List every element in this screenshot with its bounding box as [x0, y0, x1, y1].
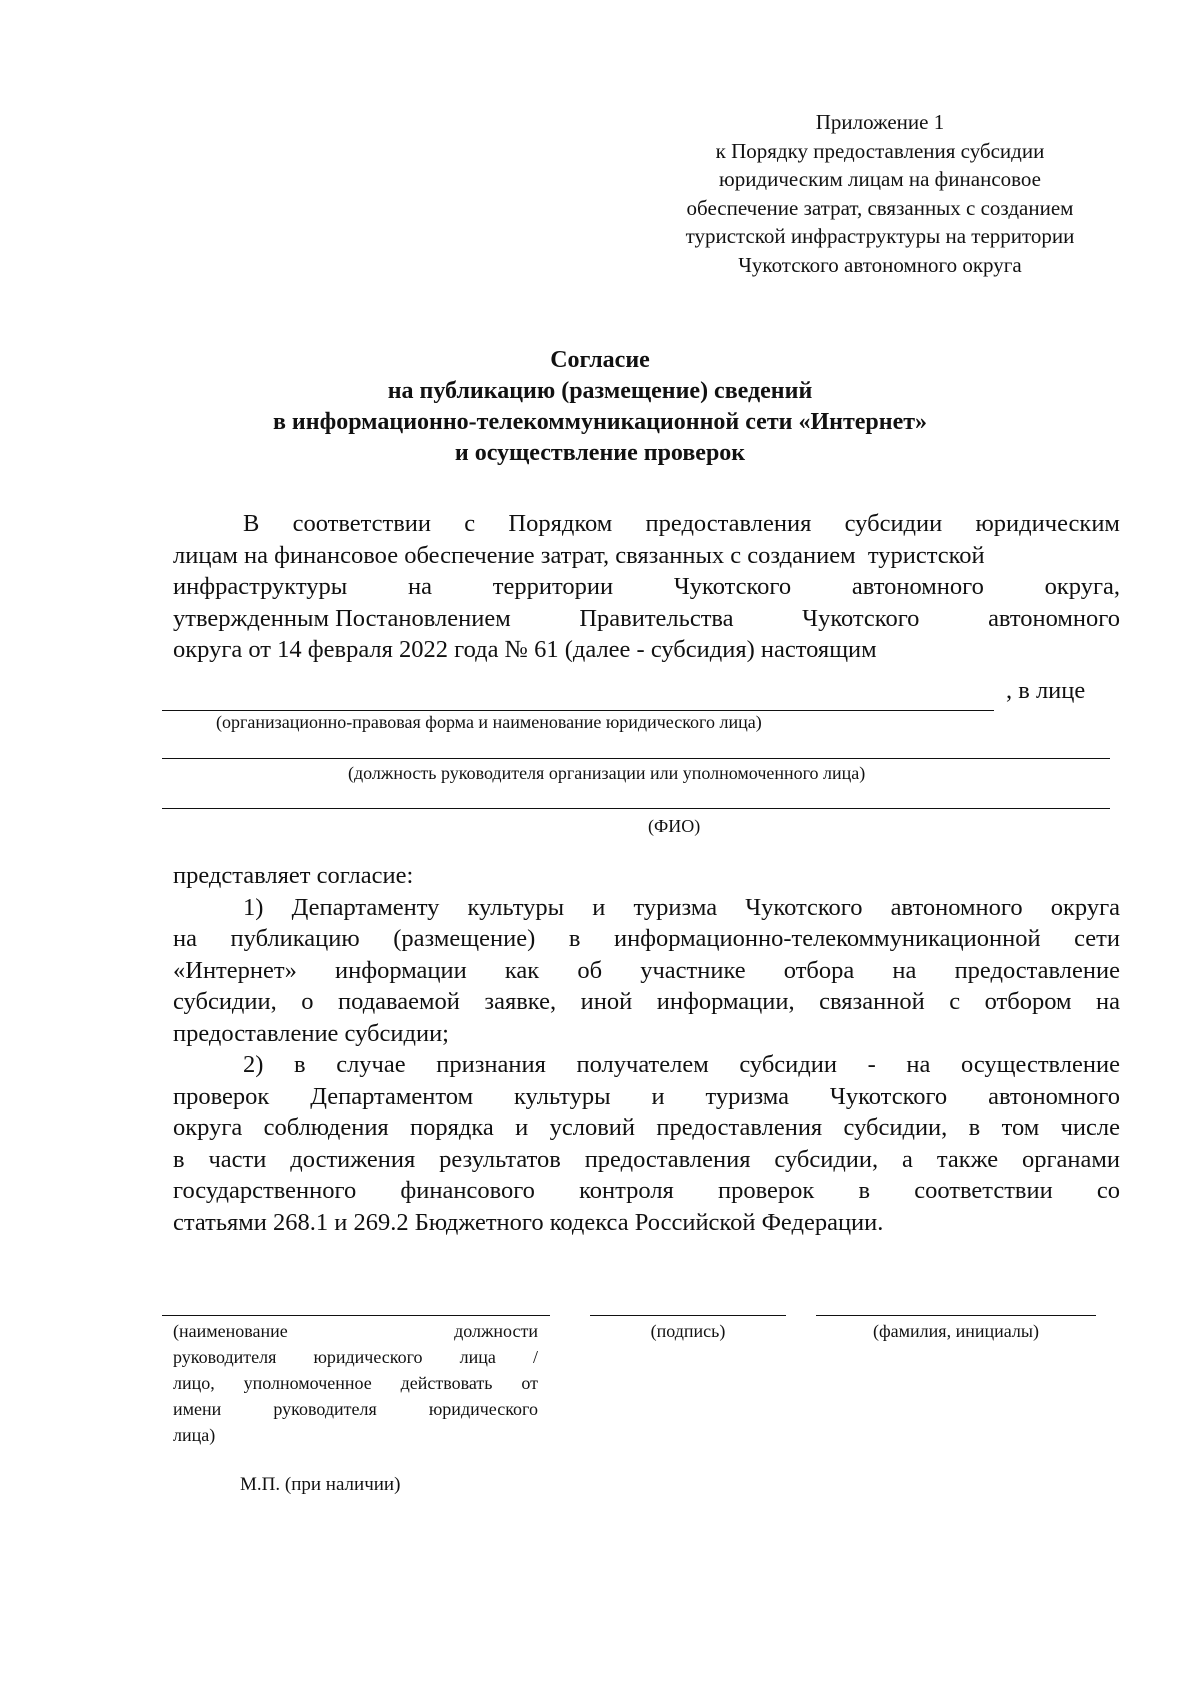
- word: лица: [459, 1347, 496, 1367]
- intro-line-4: утвержденным Постановлением Правительства Чукотского автономного: [173, 604, 1120, 632]
- signature-name-line: [816, 1315, 1096, 1316]
- fio-caption: (ФИО): [648, 816, 701, 836]
- word: имени: [173, 1399, 222, 1419]
- word: руководителя: [273, 1399, 377, 1419]
- consent-heading: представляет согласие:: [173, 862, 414, 889]
- word: лицо,: [173, 1373, 215, 1393]
- consent-item2-line: статьями 268.1 и 269.2 Бюджетного кодекса Российской Федерации.: [173, 1208, 884, 1236]
- signature-position-line: [162, 1315, 550, 1316]
- appendix-line: Приложение 1: [815, 110, 945, 134]
- consent-item2-line: округа соблюдения порядка и условий предоставления субсидии, в том числе: [173, 1114, 1120, 1141]
- consent-item1-line: «Интернет» информации как об участнике отбора на предоставление: [173, 956, 1120, 984]
- position-caption: (должность руководителя организации или уполномоченного лица): [348, 763, 866, 783]
- word: юридического: [428, 1399, 538, 1419]
- intro-paragraph: [173, 508, 1120, 666]
- word: (наименование: [173, 1321, 288, 1341]
- appendix-line: Чукотского автономного округа: [738, 252, 1022, 277]
- consent-item2-line: проверок Департаментом культуры и туризма Чукотского автономного: [173, 1082, 1120, 1110]
- position-line: [162, 758, 1110, 759]
- word: уполномоченное: [243, 1373, 372, 1393]
- signature-position-caption: (наименование должности руководителя юридического лица / лицо, уполномоченное действовать от имени руководителя юридического лица): [173, 1318, 538, 1448]
- intro-line-2: лицам на финансовое обеспечение затрат, связанных с созданием туристской: [173, 541, 985, 569]
- signature-name-caption: (фамилия, инициалы): [873, 1321, 1039, 1341]
- word: руководителя: [173, 1347, 277, 1367]
- appendix-line: туристской инфраструктуры на территории: [685, 224, 1075, 248]
- appendix-line: обеспечение затрат, связанных с созданием: [686, 195, 1074, 220]
- word: должности: [454, 1321, 538, 1341]
- consent-item1-line: 1) Департаменту культуры и туризма Чукотского автономного округа: [243, 893, 1120, 921]
- word: действовать: [400, 1373, 493, 1393]
- title-line: и осуществление проверок: [454, 440, 746, 466]
- appendix-line: юридическим лицам на финансовое: [719, 167, 1041, 191]
- word: от: [521, 1373, 538, 1393]
- signature-caption: (подпись): [650, 1321, 726, 1341]
- word: /: [532, 1347, 538, 1367]
- stamp-note: М.П. (при наличии): [240, 1474, 401, 1495]
- consent-item1-line: предоставление субсидии;: [173, 1019, 449, 1047]
- consent-item2-line: в части достижения результатов предоставления субсидии, а также органами: [173, 1145, 1120, 1173]
- signature-line: [590, 1315, 786, 1316]
- appendix-line: к Порядку предоставления субсидии: [715, 138, 1045, 163]
- fio-line: [162, 808, 1110, 809]
- consent-block: [173, 860, 1120, 1238]
- document-title: [150, 345, 1050, 469]
- title-line: Согласие: [550, 347, 650, 373]
- intro-line-5: округа от 14 февраля 2022 года № 61 (далее - субсидия) настоящим: [173, 636, 877, 663]
- org-caption: (организационно-правовая форма и наименование юридического лица): [216, 712, 762, 732]
- intro-line-3: инфраструктуры на территории Чукотского автономного округа,: [173, 573, 1120, 600]
- title-line: в информационно-телекоммуникационной сети «Интернет»: [272, 409, 928, 435]
- title-line: на публикацию (размещение) сведений: [387, 378, 813, 404]
- word: юридического: [313, 1347, 423, 1367]
- consent-item2-line: 2) в случае признания получателем субсидии - на осуществление: [243, 1051, 1120, 1078]
- consent-item2-line: государственного финансового контроля проверок в соответствии со: [173, 1177, 1120, 1204]
- consent-item1-line: субсидии, о подаваемой заявке, иной информации, связанной с отбором на: [173, 988, 1120, 1015]
- in-person-text: , в лице: [1006, 677, 1086, 704]
- consent-item1-line: на публикацию (размещение) в информационно-телекоммуникационной сети: [173, 925, 1120, 952]
- appendix-header: [640, 108, 1120, 279]
- intro-line-1: В соответствии с Порядком предоставления субсидии юридическим: [243, 510, 1120, 537]
